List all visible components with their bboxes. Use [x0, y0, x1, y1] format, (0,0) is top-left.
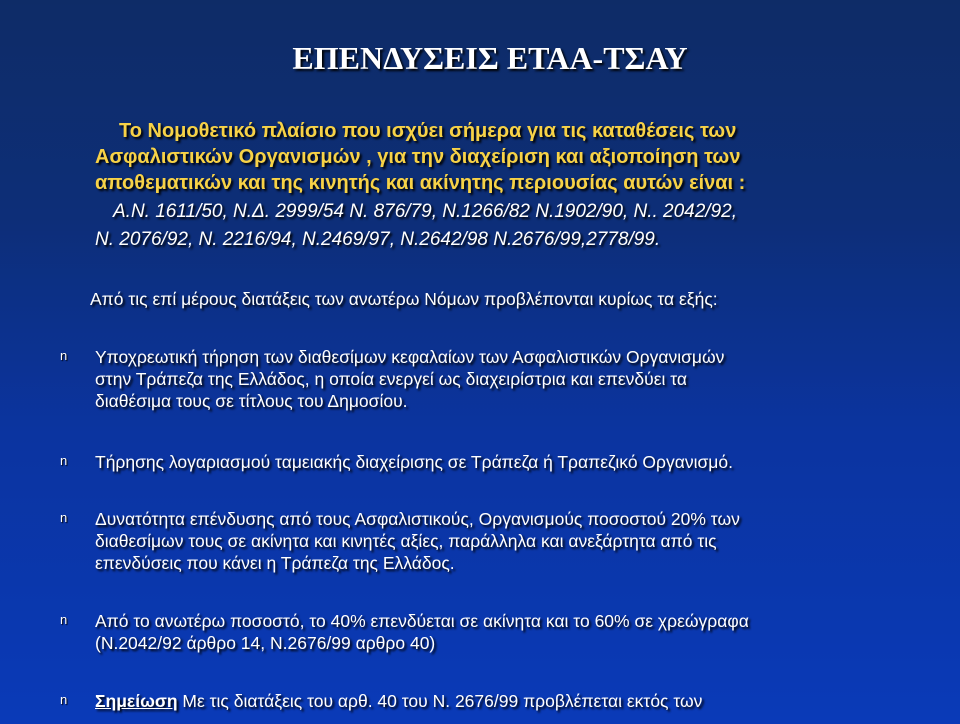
bullet-marker: n — [60, 348, 68, 363]
intro-line: Ασφαλιστικών Οργανισμών , για την διαχείριση και αξιοποίηση των — [95, 146, 741, 168]
bullet-marker: n — [60, 453, 68, 468]
bullet-marker: n — [60, 612, 68, 627]
lead-sentence: Από τις επί μέρους διατάξεις των ανωτέρω Νόμων προβλέπονται κυρίως τα εξής: — [90, 289, 718, 309]
bullet-line: Δυνατότητα επένδυσης από τους Ασφαλιστικούς, Οργανισμούς ποσοστού 20% των — [95, 509, 740, 529]
bullet-text — [95, 610, 890, 654]
bullet-line: Από το ανωτέρω ποσοστό, το 40% επενδύεται σε ακίνητα και το 60% σε χρεώγραφα — [95, 611, 749, 631]
bullet-item — [60, 346, 890, 412]
bullet-line: Τήρησης λογαριασμού ταμειακής διαχείρισης σε Τράπεζα ή Τραπεζικό Οργανισμό. — [95, 452, 733, 472]
bullet-item — [60, 508, 890, 574]
bullet-text — [95, 508, 890, 574]
bullet-item — [60, 610, 890, 654]
intro-paragraph — [95, 118, 895, 196]
intro-line: Το Νομοθετικό πλαίσιο που ισχύει σήμερα για τις καταθέσεις των — [119, 120, 737, 142]
laws-line: Α.Ν. 1611/50, Ν.Δ. 2999/54 Ν. 876/79, Ν.1266/82 Ν.1902/90, Ν.. 2042/92, — [113, 201, 737, 222]
bullet-line: διαθέσιμα τους σε τίτλους του Δημοσίου. — [95, 391, 408, 411]
bullet-item — [60, 451, 890, 473]
slide-title: ΕΠΕΝΔΥΣΕΙΣ ΕΤΑΑ-ΤΣΑΥ — [292, 40, 688, 76]
bullet-text — [95, 346, 890, 412]
bullet-line: επενδύσεις που κάνει η Τράπεζα της Ελλάδος. — [95, 553, 455, 573]
laws-line: Ν. 2076/92, Ν. 2216/94, Ν.2469/97, Ν.2642/98 Ν.2676/99,2778/99. — [95, 229, 661, 250]
note-text: Με τις διατάξεις του αρθ. 40 του Ν. 2676/99 προβλέπεται εκτός των — [177, 691, 703, 711]
bullet-line: διαθεσίμων τους σε ακίνητα και κινητές αξίες, παράλληλα και ανεξάρτητα από τις — [95, 531, 717, 551]
bullet-line: (Ν.2042/92 άρθρο 14, Ν.2676/99 αρθρο 40) — [95, 633, 436, 653]
bullet-marker: n — [60, 692, 68, 707]
laws-list — [95, 198, 915, 254]
intro-line: αποθεματικών και της κινητής και ακίνητης περιουσίας αυτών είναι : — [95, 172, 746, 194]
bullet-text — [95, 690, 890, 712]
bullet-item — [60, 690, 890, 712]
bullet-line: στην Τράπεζα της Ελλάδος, η οποία ενεργεί ως διαχειρίστρια και επενδύει τα — [95, 369, 688, 389]
bullet-line — [95, 690, 890, 712]
bullet-text — [95, 451, 890, 473]
note-label: Σημείωση — [95, 691, 178, 711]
bullet-marker: n — [60, 510, 68, 525]
bullet-line: Υποχρεωτική τήρηση των διαθεσίμων κεφαλαίων των Ασφαλιστικών Οργανισμών — [95, 347, 725, 367]
